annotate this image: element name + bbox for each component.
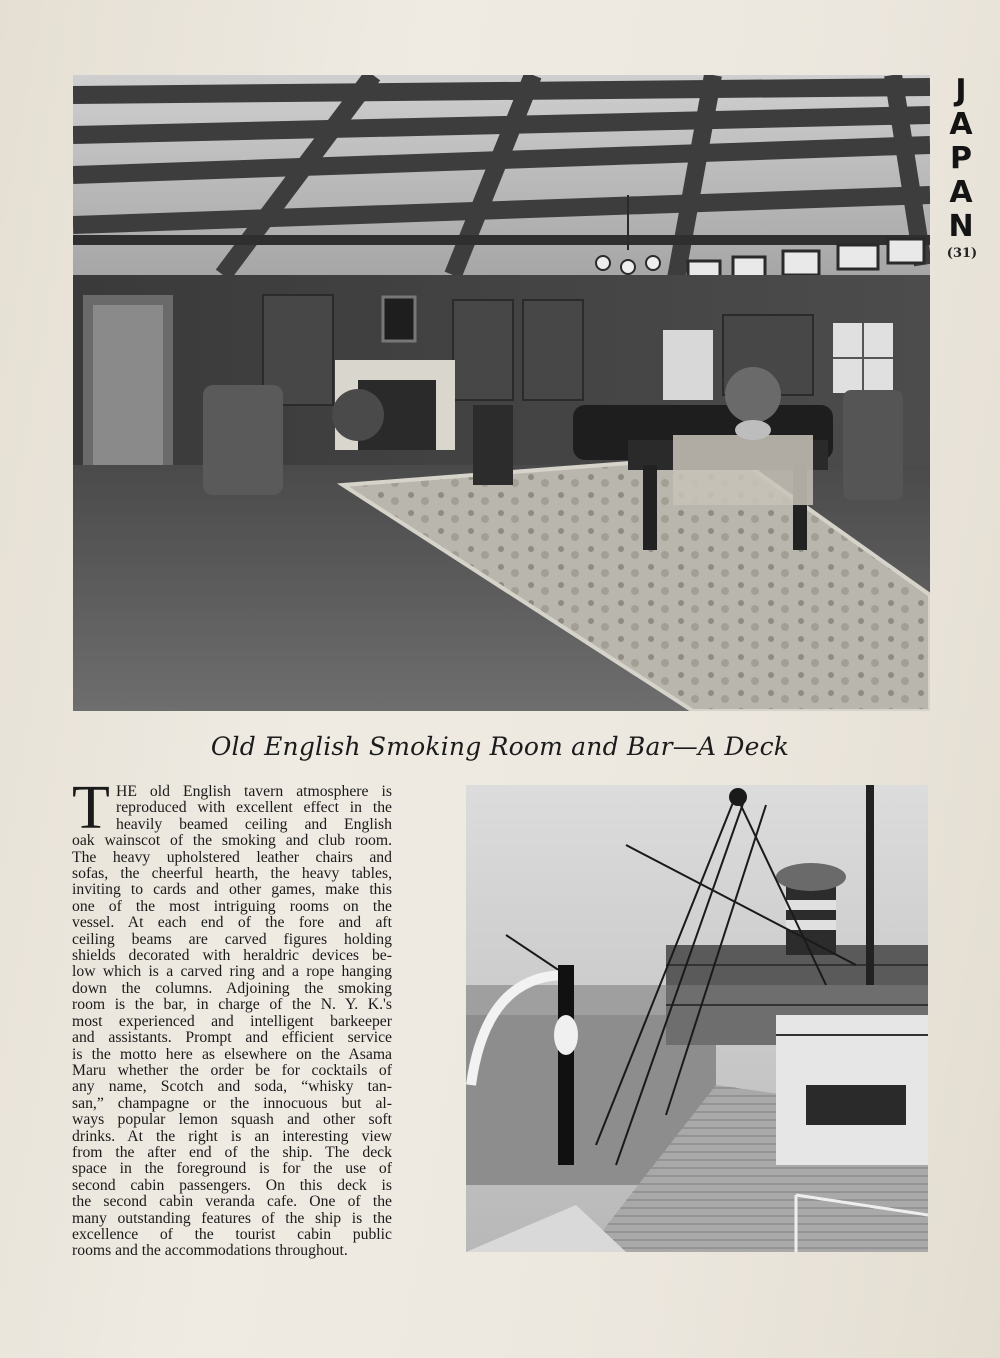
- photo-caption: Old English Smoking Room and Bar—A Deck: [210, 732, 790, 761]
- article-line: rooms and the accommodations throughout.: [72, 1242, 348, 1260]
- article-line: HE old English tavern atmosphere is: [116, 783, 392, 800]
- article-line: second cabin passengers. On this deck is: [72, 1176, 392, 1194]
- article-line: is the motto here as elsewhere on the Asama: [72, 1045, 392, 1063]
- article-line: shields decorated with heraldric devices be-: [72, 947, 392, 965]
- page-number: (31): [946, 246, 978, 261]
- article-line: and assistants. Prompt and efficient service: [72, 1029, 392, 1047]
- article-line: ceiling beams are carved figures holding: [72, 930, 392, 948]
- after-deck-illustration: [466, 785, 928, 1252]
- article-line: the second cabin veranda cafe. One of the: [72, 1193, 392, 1211]
- article-line: low which is a carved ring and a rope hanging: [72, 963, 392, 981]
- side-title-letter: N: [948, 209, 974, 244]
- article-line: ways popular lemon squash and other soft: [72, 1111, 392, 1129]
- article-line: space in the foreground is for the use of: [72, 1160, 392, 1178]
- article-line: vessel. At each end of the fore and aft: [72, 914, 392, 932]
- article-line: excellence of the tourist cabin public: [72, 1225, 392, 1243]
- article-line: many outstanding features of the ship is the: [72, 1209, 392, 1227]
- article-line: one of the most intriguing rooms on the: [72, 897, 392, 915]
- article-line: any name, Scotch and soda, “whisky tan-: [72, 1078, 392, 1096]
- article-line: down the columns. Adjoining the smoking: [72, 979, 392, 997]
- article-line: drinks. At the right is an interesting view: [72, 1127, 392, 1145]
- side-title-letter: P: [950, 141, 972, 176]
- drop-cap: T: [72, 774, 110, 842]
- article-line: most experienced and intelligent barkeeper: [72, 1012, 392, 1030]
- article-text: [72, 784, 392, 1260]
- side-title-letter: A: [949, 107, 973, 142]
- article-line: sofas, the cheerful hearth, the heavy tables,: [72, 865, 392, 883]
- article-line: The heavy upholstered leather chairs and: [72, 848, 392, 866]
- side-title-letter: J: [955, 73, 967, 108]
- article-line: heavily beamed ceiling and English: [116, 815, 392, 833]
- article-line: room is the bar, in charge of the N. Y. K.'s: [72, 996, 392, 1014]
- article-line: san,” champagne or the innocuous but al-: [72, 1094, 392, 1112]
- after-deck-photo: [466, 785, 928, 1252]
- smoking-room-photo: [73, 75, 930, 711]
- article-line: Maru whether the order be for cocktails of: [72, 1061, 392, 1079]
- smoking-room-illustration: [73, 75, 930, 711]
- side-title-letter: A: [949, 175, 973, 210]
- article-line: inviting to cards and other games, make this: [72, 881, 392, 899]
- article-line: oak wainscot of the smoking and club room.: [72, 832, 392, 850]
- article-line: reproduced with excellent effect in the: [116, 799, 392, 817]
- article-line: from the after end of the ship. The deck: [72, 1143, 392, 1161]
- side-title-japan: [944, 74, 978, 244]
